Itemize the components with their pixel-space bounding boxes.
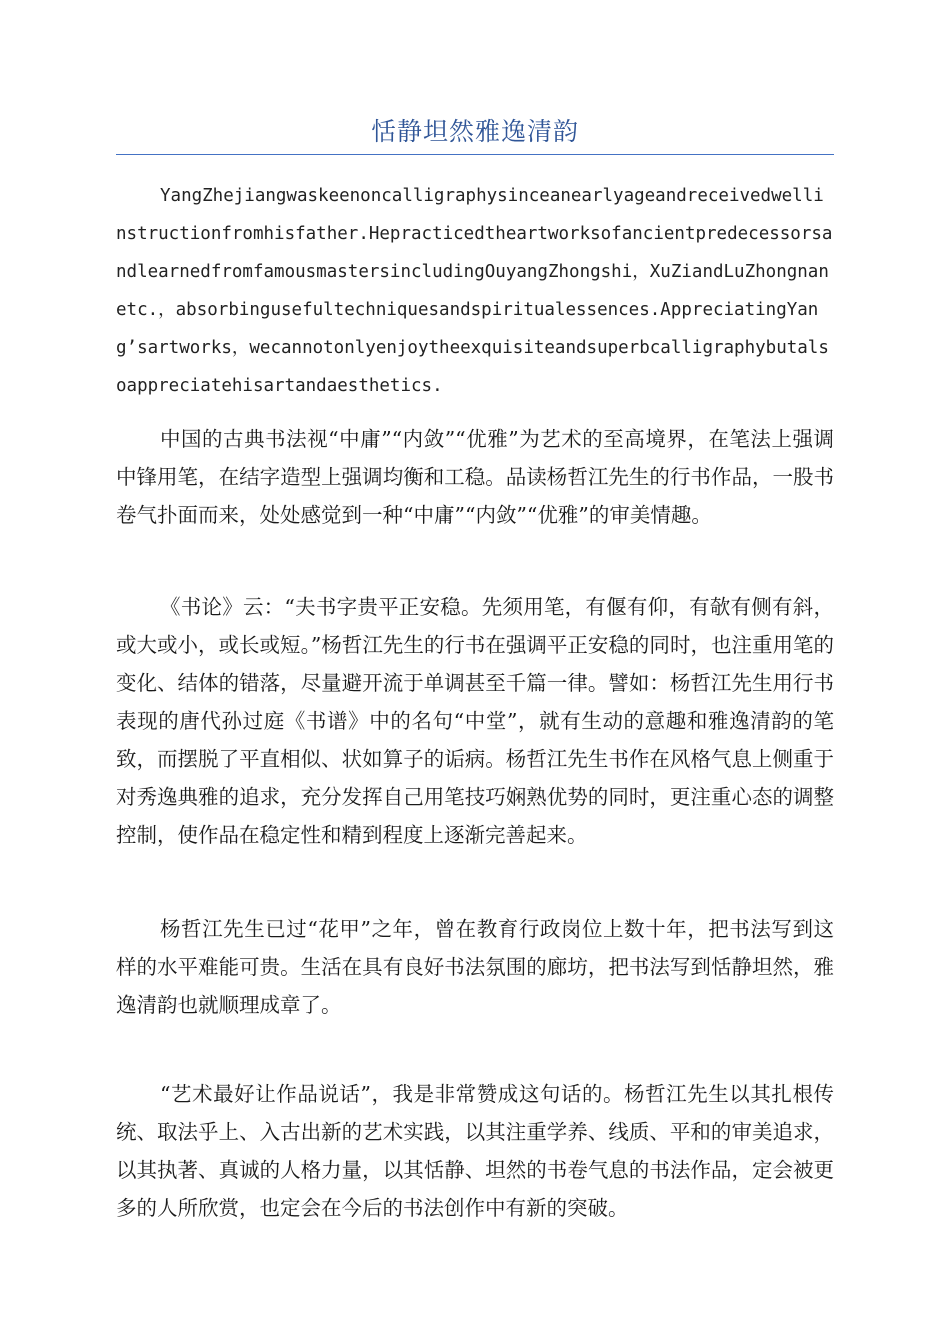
title-underline (116, 154, 834, 155)
page-title: 恬静坦然雅逸清韵 (370, 117, 579, 146)
english-paragraph: YangZhejiangwaskeenoncalligraphysinceanearlyageandreceivedwellinstructionfromhisfather.HepracticedtheartworksofancientpredecessorsandlearnedfromfamousmastersincludingOuyangZhongshi，XuZiandLuZhongnanetc.，absorbingusefultechniquesandspiritualessences.AppreciatingYang’sartworks，wecannotonlyenjoytheexquisiteandsuperbcalligraphybutalsoappreciatehisartandaesthetics. (116, 186, 833, 396)
body-paragraph-1: 中国的古典书法视“中庸”“内敛”“优雅”为艺术的至高境界，在笔法上强调中锋用笔，在结字造型上强调均衡和工稳。品读杨哲江先生的行书作品，一股书卷气扑面而来，处处感觉到一种“中庸”“内敛”“优雅”的审美情趣。 (116, 427, 834, 527)
body-paragraph-3: 杨哲江先生已过“花甲”之年，曾在教育行政岗位上数十年，把书法写到这样的水平难能可贵。生活在具有良好书法氛围的廊坊，把书法写到恬静坦然，雅逸清韵也就顺理成章了。 (116, 917, 834, 1017)
title-block (116, 112, 834, 155)
body-paragraph-2: 《书论》云：“夫书字贵平正安稳。先须用笔，有偃有仰，有欹有侧有斜，或大或小，或长或短。”杨哲江先生的行书在强调平正安稳的同时，也注重用笔的变化、结体的错落，尽量避开流于单调甚至千篇一律。譬如：杨哲江先生用行书表现的唐代孙过庭《书谱》中的名句“中堂”，就有生动的意趣和雅逸清韵的笔致，而摆脱了平直相似、状如算子的诟病。杨哲江先生书作在风格气息上侧重于对秀逸典雅的追求，充分发挥自己用笔技巧娴熟优势的同时，更注重心态的调整控制，使作品在稳定性和精到程度上逐渐完善起来。 (116, 595, 834, 847)
body-paragraph-4: “艺术最好让作品说话”，我是非常赞成这句话的。杨哲江先生以其扎根传统、取法乎上、入古出新的艺术实践，以其注重学养、线质、平和的审美追求，以其执著、真诚的人格力量，以其恬静、坦然的书卷气息的书法作品，定会被更多的人所欣赏，也定会在今后的书法创作中有新的突破。 (116, 1082, 834, 1220)
